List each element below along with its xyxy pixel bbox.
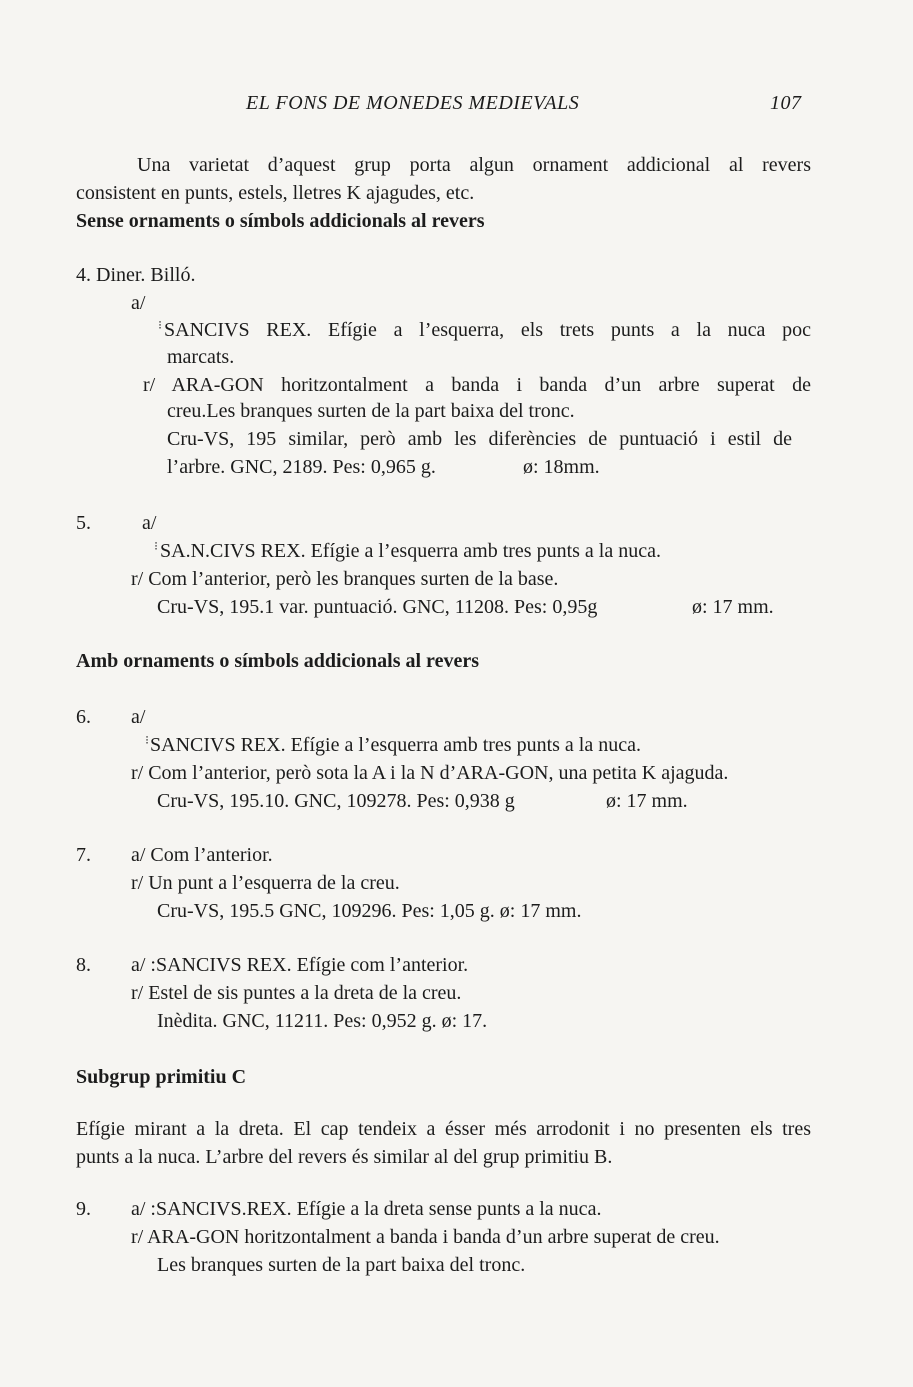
entry-6-obverse: SANCIVS REX. Efígie a l’esquerra amb tres punts a la nuca. <box>150 734 641 756</box>
entry-4-title: 4. Diner. Billó. <box>76 264 196 286</box>
entry-7-obverse: a/ Com l’anterior. <box>131 844 273 866</box>
entry-6-diameter: ø: 17 mm. <box>606 790 688 812</box>
entry-4-diameter: ø: 18mm. <box>523 456 600 478</box>
triple-dot-mark: ⁝ <box>158 318 162 332</box>
entry-5-reference: Cru-VS, 195.1 var. puntuació. GNC, 11208. Pes: 0,95g <box>157 596 598 618</box>
entry-5-number: 5. <box>76 512 91 534</box>
entry-7-reverse: r/ Un punt a l’esquerra de la creu. <box>131 872 400 894</box>
entry-9-reference: Les branques surten de la part baixa del tronc. <box>157 1254 526 1276</box>
entry-5-reverse: r/ Com l’anterior, però les branques surten de la base. <box>131 568 559 590</box>
entry-4-reverse-line-1: r/ ARA-GON horitzontalment a banda i banda d’un arbre superat de <box>143 374 811 396</box>
entry-8-reference: Inèdita. GNC, 11211. Pes: 0,952 g. ø: 17. <box>157 1010 488 1032</box>
entry-6-reference: Cru-VS, 195.10. GNC, 109278. Pes: 0,938 g <box>157 790 515 812</box>
intro-line-1: Una varietat d’aquest grup porta algun ornament addicional al revers <box>137 154 811 176</box>
entry-5-obverse: SA.N.CIVS REX. Efígie a l’esquerra amb tres punts a la nuca. <box>160 540 661 562</box>
entry-6-reverse: r/ Com l’anterior, però sota la A i la N d’ARA-GON, una petita K ajaguda. <box>131 762 729 784</box>
entry-8-number: 8. <box>76 954 91 976</box>
entry-9-number: 9. <box>76 1198 91 1220</box>
triple-dot-mark: ⁝ <box>154 539 158 553</box>
entry-8-reverse: r/ Estel de sis puntes a la dreta de la creu. <box>131 982 462 1004</box>
entry-4-obverse-line-1: SANCIVS REX. Efígie a l’esquerra, els trets punts a la nuca poc <box>164 319 811 341</box>
entry-4-reference-line-2: l’arbre. GNC, 2189. Pes: 0,965 g. <box>167 456 436 478</box>
running-title: EL FONS DE MONEDES MEDIEVALS <box>246 92 580 114</box>
page-number: 107 <box>770 92 802 114</box>
entry-9-reverse: r/ ARA-GON horitzontalment a banda i banda d’un arbre superat de creu. <box>131 1226 720 1248</box>
triple-dot-mark: ⁝ <box>145 733 149 747</box>
entry-7-reference: Cru-VS, 195.5 GNC, 109296. Pes: 1,05 g. ø: 17 mm. <box>157 900 582 922</box>
subgroup-c-line-2: punts a la nuca. L’arbre del revers és similar al del grup primitiu B. <box>76 1146 613 1168</box>
section-heading-subgroup-c: Subgrup primitiu C <box>76 1066 247 1088</box>
entry-6-obverse-marker: a/ <box>131 706 146 728</box>
entry-4-obverse-line-2: marcats. <box>167 346 235 368</box>
entry-5-obverse-marker: a/ <box>142 512 157 534</box>
entry-4-obverse-marker: a/ <box>131 292 146 314</box>
entry-7-number: 7. <box>76 844 91 866</box>
section-heading-with-ornaments: Amb ornaments o símbols addicionals al revers <box>76 650 479 672</box>
section-heading-without-ornaments: Sense ornaments o símbols addicionals al revers <box>76 210 485 232</box>
subgroup-c-line-1: Efígie mirant a la dreta. El cap tendeix a ésser més arrodonit i no presenten els tres <box>76 1118 811 1140</box>
intro-line-2: consistent en punts, estels, lletres K ajagudes, etc. <box>76 182 475 204</box>
entry-6-number: 6. <box>76 706 91 728</box>
entry-5-diameter: ø: 17 mm. <box>692 596 774 618</box>
entry-9-obverse: a/ :SANCIVS.REX. Efígie a la dreta sense punts a la nuca. <box>131 1198 602 1220</box>
entry-4-reverse-line-2: creu.Les branques surten de la part baixa del tronc. <box>167 400 575 422</box>
entry-8-obverse: a/ :SANCIVS REX. Efígie com l’anterior. <box>131 954 469 976</box>
entry-4-reference-line-1: Cru-VS, 195 similar, però amb les diferències de puntuació i estil de <box>167 428 792 450</box>
